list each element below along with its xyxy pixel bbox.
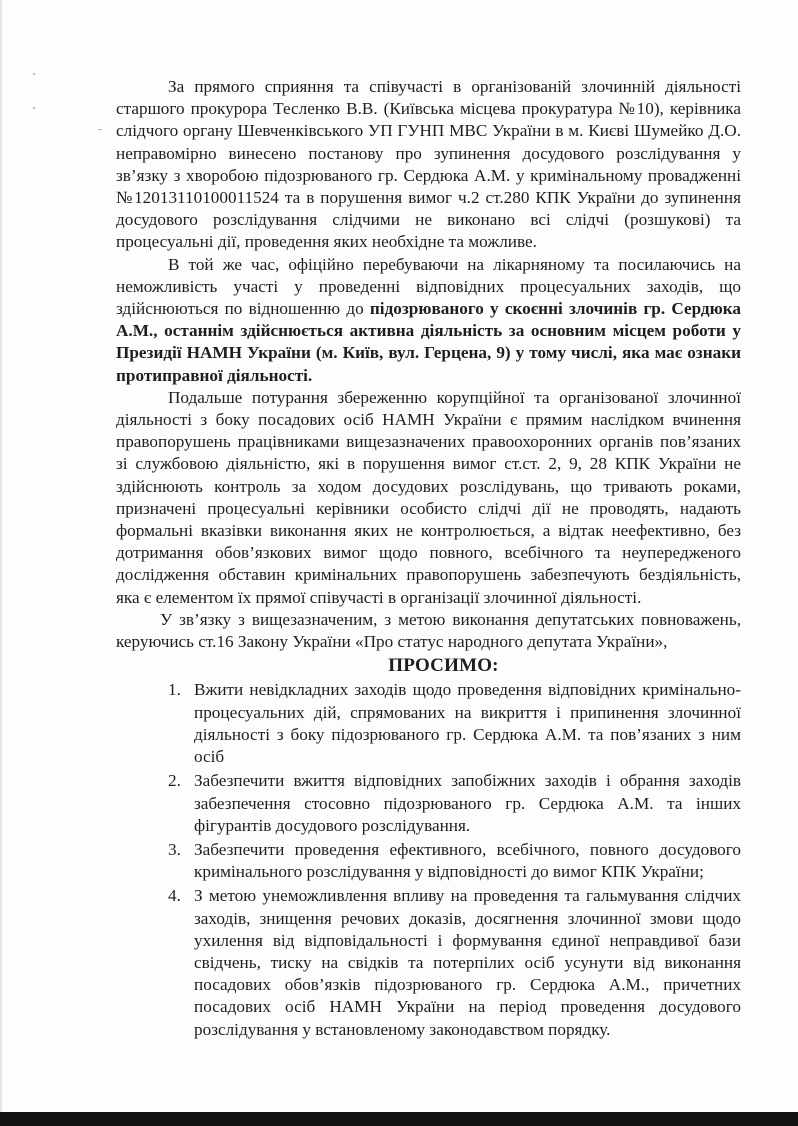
request-text: Забезпечити вжиття відповідних запобіжних заходів і обрання заходів забезпечення стосовно підозрюваного гр. Сердюка А.М. та інших фігурантів досудового розслідування. <box>194 771 741 835</box>
paragraph-2 <box>116 254 741 387</box>
request-item-4 <box>116 885 741 1040</box>
scan-speck <box>33 73 35 75</box>
request-number: 1. <box>168 680 181 700</box>
paragraph-1: За прямого сприяння та співучасті в організованій злочинній діяльності старшого прокурора Тесленко В.В. (Київська місцева прокуратура №10), керівника слідчого органу Шевченківського УП ГУНП МВС України в м. Києві Шумейко Д.О. неправомірно винесено постанову про зупинення досудового розслідування у зв’язку з хворобою підозрюваного гр. Сердюка А.М. у кримінальному провадженні №12013110100011524 та в порушення вимог ч.2 ст.280 КПК України до зупинення досудового розслідування слідчими не виконано всі слідчі (розшукові) та процесуальні дії, проведення яких необхідне та можливе. <box>116 77 741 252</box>
scan-speck <box>33 107 35 109</box>
request-number: 4. <box>168 886 181 906</box>
request-text: З метою унеможливлення впливу на проведення та гальмування слідчих заходів, знищення речових доказів, досягнення злочинної змови щодо ухилення від відповідальності і формування єдиної неправдивої бази свідчень, тиску на свідків та потерпілих осіб усунути від виконання посадових обов’язків підозрюваного гр. Сердюка А.М., причетних посадових осіб НАМН України на період проведення досудового розслідування у встановленому законодавством порядку. <box>194 886 741 1039</box>
request-list <box>116 679 741 1040</box>
request-text: Забезпечити проведення ефективного, всебічного, повного досудового кримінального розслідування у відповідності до вимог КПК України; <box>194 839 741 882</box>
scan-speck <box>98 129 102 130</box>
paragraph-3: Подальше потурання збереженню корупційної та організованої злочинної діяльності з боку посадових осіб НАМН України є прямим наслідком вчинення правопорушень працівниками вищезазначених правоохоронних органів пов’язаних зі службовою діяльністю, які в порушення вимог ст.ст. 2, 9, 28 КПК України не здійснюють контроль за ходом досудових розслідувань, що тривають роками, призначені процесуальні керівники особисто слідчі дії не проводять, надають формальні вказівки виконання яких не контролюється, а відтак неефективно, без дотримання обов’язкових вимог щодо повного, всебічного та неупередженого дослідження обставин кримінальних правопорушень забезпечують бездіяльність, яка є елементом їх прямої співучасті в організації злочинної діяльності. <box>116 387 741 607</box>
request-number: 3. <box>168 839 181 859</box>
request-item-1 <box>116 679 741 768</box>
paragraph-2-plain: В той же час, офіційно перебуваючи на лікарняному та посилаючись на неможливість участі у проведенні відповідних процесуальних заходів, що здійснюються по відношенню до <box>116 254 741 319</box>
request-item-3 <box>116 839 741 883</box>
request-item-2 <box>116 770 741 837</box>
paragraph-2-bold: підозрюваного у скоєнні злочинів гр. Сердюка А.М., останнім здійснюється активна діяльність за основним місцем роботи у Президії НАМН України (м. Київ, вул. Герцена, 9) у тому числі, яка має ознаки протиправної діяльності. <box>116 299 741 385</box>
request-text: Вжити невідкладних заходів щодо проведення відповідних кримінально-процесуальних дій, спрямованих на викриття і припинення злочинної діяльності з боку підозрюваного гр. Сердюка А.М. та пов’язаних з ним осіб <box>194 680 741 767</box>
paragraph-4: У зв’язку з вищезазначеним, з метою виконання депутатських повноважень, керуючись ст.16 Закону України «Про статус народного депутата України», <box>116 609 741 652</box>
request-heading: ПРОСИМО: <box>388 655 499 677</box>
request-number: 2. <box>168 771 181 791</box>
document-body <box>116 76 741 1043</box>
